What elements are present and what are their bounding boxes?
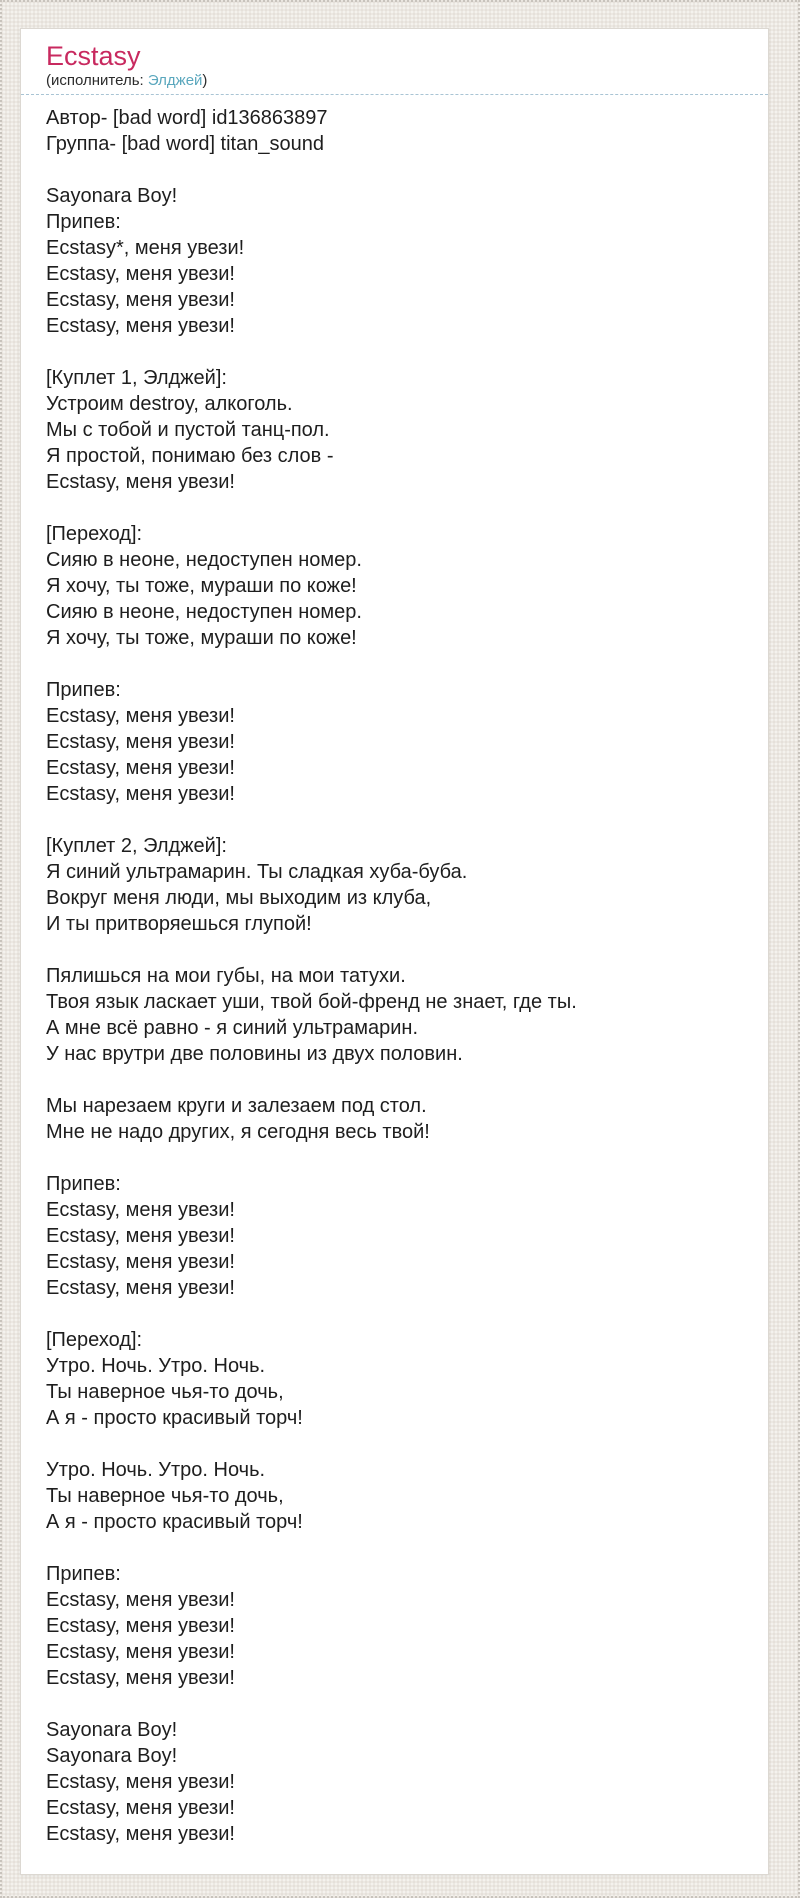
lyric-blank-line (46, 807, 743, 833)
lyric-blank-line (46, 339, 743, 365)
lyric-line: Вокруг меня люди, мы выходим из клуба, (46, 887, 432, 909)
artist-label-suffix: ) (202, 72, 208, 89)
lyric-line: Припев: (46, 211, 121, 233)
lyric-blank-line (46, 1301, 743, 1327)
lyric-line: Мы нарезаем круги и залезаем под стол. (46, 1095, 427, 1117)
lyric-blank-line (46, 157, 743, 183)
lyric-line: Sayonara Boy! (46, 185, 178, 207)
lyric-line: Ты наверное чья-то дочь, (46, 1485, 284, 1507)
lyric-line: [Куплет 2, Элджей]: (46, 835, 227, 857)
lyric-line: Утро. Ночь. Утро. Ночь. (46, 1355, 266, 1377)
lyric-blank-line (46, 651, 743, 677)
lyric-line: Мы с тобой и пустой танц-пол. (46, 419, 330, 441)
lyrics-card (20, 28, 769, 1875)
card-header (21, 29, 768, 95)
lyric-blank-line (46, 1535, 743, 1561)
lyric-line: Ecstasy, меня увези! (46, 315, 235, 337)
lyric-line: Твоя язык ласкает уши, твой бой-френд не знает, где ты. (46, 991, 577, 1013)
lyric-line: Sayonara Boy! (46, 1719, 178, 1741)
lyric-line: Ты наверное чья-то дочь, (46, 1381, 284, 1403)
lyric-line: А я - просто красивый торч! (46, 1511, 303, 1533)
lyric-line: Я хочу, ты тоже, мураши по коже! (46, 627, 357, 649)
lyric-line: Припев: (46, 1173, 121, 1195)
lyric-line: Ecstasy, меня увези! (46, 1277, 235, 1299)
artist-label-prefix: (исполнитель: (46, 72, 148, 89)
lyric-line: Я простой, понимаю без слов - (46, 445, 334, 467)
lyric-line: И ты притворяешься глупой! (46, 913, 312, 935)
lyric-line: Ecstasy, меня увези! (46, 1771, 235, 1793)
lyric-blank-line (46, 1431, 743, 1457)
lyric-line: [Переход]: (46, 523, 143, 545)
lyric-blank-line (46, 495, 743, 521)
lyric-line: Ecstasy, меня увези! (46, 263, 235, 285)
lyric-line: Сияю в неоне, недоступен номер. (46, 549, 362, 571)
lyric-line: Я хочу, ты тоже, мураши по коже! (46, 575, 357, 597)
lyrics-text (21, 95, 768, 1867)
lyric-line: Ecstasy, меня увези! (46, 1615, 235, 1637)
lyric-line: Ecstasy, меня увези! (46, 1641, 235, 1663)
lyric-line: У нас врутри две половины из двух половин. (46, 1043, 463, 1065)
lyric-line: Ecstasy, меня увези! (46, 1251, 235, 1273)
lyric-line: Ecstasy, меня увези! (46, 1667, 235, 1689)
lyric-line: Ecstasy, меня увези! (46, 289, 235, 311)
lyric-line: Ecstasy, меня увези! (46, 731, 235, 753)
lyric-line: Ecstasy*, меня увези! (46, 237, 245, 259)
lyric-line: Припев: (46, 1563, 121, 1585)
lyric-line: Устроим destroy, алкоголь. (46, 393, 293, 415)
lyric-line: Ecstasy, меня увези! (46, 783, 235, 805)
lyric-line: Сияю в неоне, недоступен номер. (46, 601, 362, 623)
lyric-line: Ecstasy, меня увези! (46, 1225, 235, 1247)
artist-link[interactable]: Элджей (147, 72, 203, 89)
song-title: Ecstasy (46, 41, 141, 71)
lyric-line: А я - просто красивый торч! (46, 1407, 303, 1429)
lyric-line: Sayonara Boy! (46, 1745, 178, 1767)
lyric-line: Автор- [bad word] id136863897 (46, 107, 328, 129)
lyric-line: А мне всё равно - я синий ультрамарин. (46, 1017, 419, 1039)
lyric-line: Группа- [bad word] titan_sound (46, 133, 324, 155)
lyric-line: Мне не надо других, я сегодня весь твой! (46, 1121, 430, 1143)
lyric-line: Ecstasy, меня увези! (46, 1199, 235, 1221)
artist-line (46, 71, 743, 94)
lyric-line: Утро. Ночь. Утро. Ночь. (46, 1459, 266, 1481)
lyric-line: Ecstasy, меня увези! (46, 471, 235, 493)
lyric-line: Ecstasy, меня увези! (46, 705, 235, 727)
lyric-line: Я синий ультрамарин. Ты сладкая хуба-буба. (46, 861, 468, 883)
lyric-line: [Переход]: (46, 1329, 143, 1351)
lyric-line: Ecstasy, меня увези! (46, 1589, 235, 1611)
lyric-line: Припев: (46, 679, 121, 701)
lyric-blank-line (46, 1067, 743, 1093)
lyric-blank-line (46, 1691, 743, 1717)
lyric-blank-line (46, 937, 743, 963)
lyric-blank-line (46, 1145, 743, 1171)
lyric-line: [Куплет 1, Элджей]: (46, 367, 227, 389)
lyric-line: Пялишься на мои губы, на мои татухи. (46, 965, 406, 987)
lyric-line: Ecstasy, меня увези! (46, 1823, 235, 1845)
lyric-line: Ecstasy, меня увези! (46, 1797, 235, 1819)
lyric-line: Ecstasy, меня увези! (46, 757, 235, 779)
